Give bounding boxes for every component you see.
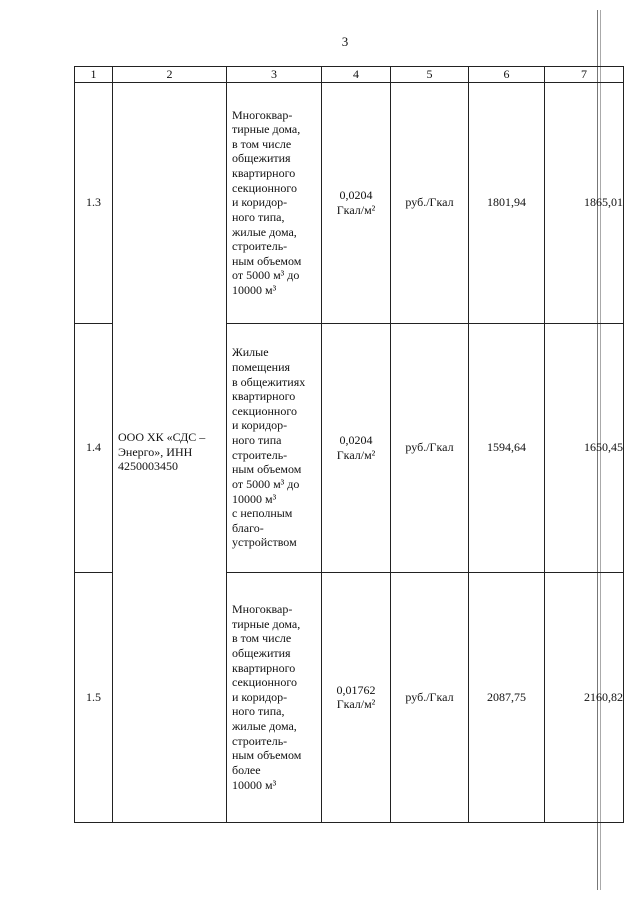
description-cell: Многоквар- тирные дома, в том числе общежития квартирного секционного и коридор- ного типа, жилые дома, строитель- ным объемом более 10000 м³ xyxy=(227,572,322,822)
column-header: 2 xyxy=(113,67,227,83)
unit-cell: руб./Гкал xyxy=(391,572,469,822)
column-header: 3 xyxy=(227,67,322,83)
row-number: 1.4 xyxy=(75,323,113,572)
tariff-table xyxy=(74,66,624,823)
row-number: 1.3 xyxy=(75,82,113,323)
price-cell: 1650,45 xyxy=(545,323,624,572)
column-header: 7 xyxy=(545,67,624,83)
unit-cell: руб./Гкал xyxy=(391,323,469,572)
header-row xyxy=(75,67,624,83)
column-header: 4 xyxy=(322,67,391,83)
description-cell: Многоквар- тирные дома, в том числе общежития квартирного секционного и коридор- ного типа, жилые дома, строитель- ным объемом от 5000 м³ до 10000 м³ xyxy=(227,82,322,323)
norm-cell: 0,01762 Гкал/м² xyxy=(322,572,391,822)
price-cell: 1865,01 xyxy=(545,82,624,323)
price-cell: 2160,82 xyxy=(545,572,624,822)
price-cell: 2087,75 xyxy=(469,572,545,822)
column-header: 6 xyxy=(469,67,545,83)
column-header: 5 xyxy=(391,67,469,83)
column-header: 1 xyxy=(75,67,113,83)
norm-cell: 0,0204 Гкал/м² xyxy=(322,82,391,323)
norm-cell: 0,0204 Гкал/м² xyxy=(322,323,391,572)
table-row xyxy=(75,82,624,323)
price-cell: 1594,64 xyxy=(469,323,545,572)
organization-cell: ООО ХК «СДС – Энерго», ИНН 4250003450 xyxy=(113,82,227,822)
page-number: 3 xyxy=(341,34,349,49)
row-number: 1.5 xyxy=(75,572,113,822)
description-cell: Жилые помещения в общежитиях квартирного секционного и коридор- ного типа строитель- ным объемом от 5000 м³ до 10000 м³ с неполным благо- устройством xyxy=(227,323,322,572)
unit-cell: руб./Гкал xyxy=(391,82,469,323)
price-cell: 1801,94 xyxy=(469,82,545,323)
